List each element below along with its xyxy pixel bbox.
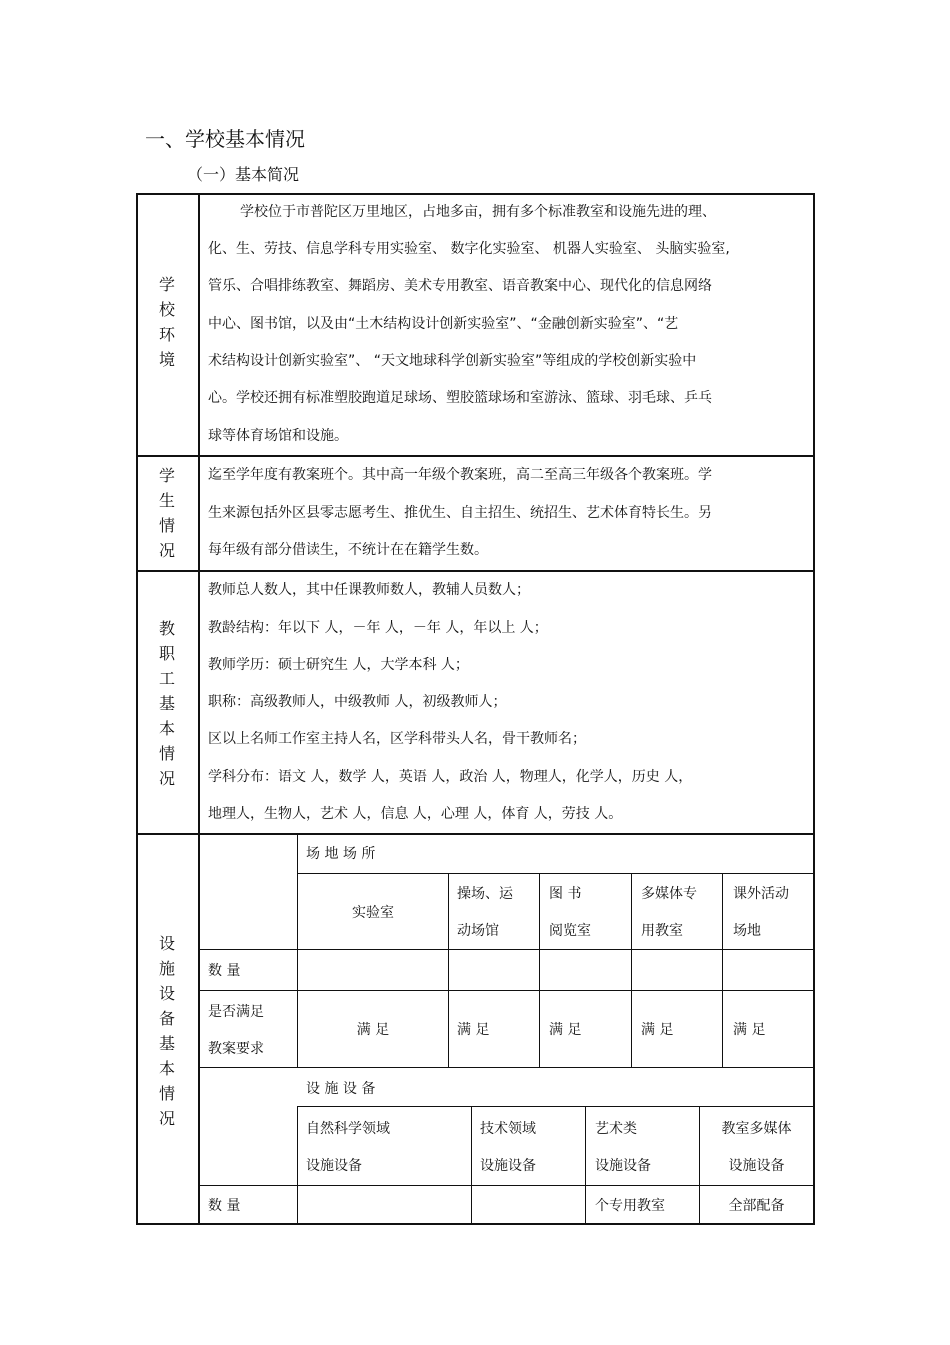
- satisfy-label: 是否满足: [208, 1004, 264, 1020]
- venue-title: 场 地 场 所: [306, 846, 376, 862]
- satisfy-label: 教案要求: [208, 1041, 264, 1057]
- equipment-science-2: 设施设备: [306, 1158, 362, 1174]
- environment-line: 球等体育场馆和设施。: [208, 428, 348, 444]
- venue-outdoor-1: 课外活动: [733, 886, 789, 902]
- satisfy-value: 满 足: [641, 1022, 674, 1038]
- staff-line: 教师总人数人，其中任课教师数人，教辅人员数人；: [208, 582, 530, 598]
- environment-line: 管乐、合唱排练教室、舞蹈房、美术专用教室、语音教案中心、现代化的信息网络: [208, 278, 712, 294]
- equipment-technology-2: 设施设备: [480, 1158, 536, 1174]
- staff-line: 区以上名师工作室主持人名，区学科带头人名，骨干教师名；: [208, 731, 586, 747]
- venue-library-1: 图 书: [549, 886, 582, 902]
- staff-line: 教师学历：硕士研究生 人，大学本科 人；: [208, 657, 469, 673]
- equipment-multimedia-2: 设施设备: [728, 1158, 785, 1174]
- satisfy-value: 满 足: [457, 1022, 490, 1038]
- students-line: 每年级有部分借读生，不统计在在籍学生数。: [208, 542, 488, 558]
- page-title: 一、学校基本情况: [145, 127, 305, 151]
- label-staff-situation: 教 职 工 基 本 情 况: [158, 619, 175, 788]
- venue-multimedia-1: 多媒体专: [641, 886, 697, 902]
- label-student-situation: 学 生 情 况: [158, 466, 175, 560]
- venue-multimedia-2: 用教室: [641, 923, 683, 939]
- equipment-quantity-label: 数 量: [208, 1198, 241, 1214]
- equipment-science-1: 自然科学领域: [306, 1121, 390, 1137]
- equipment-art-2: 设施设备: [595, 1158, 651, 1174]
- venue-sports-2: 动场馆: [457, 923, 499, 939]
- equipment-art-1: 艺术类: [595, 1121, 637, 1137]
- environment-line: 中心、图书馆，以及由“土木结构设计创新实验室”、“金融创新实验室”、“艺: [208, 316, 679, 332]
- venue-lab: 实验室: [352, 905, 394, 921]
- section-subtitle: （一）基本简况: [187, 165, 300, 184]
- staff-line: 教龄结构：年以下 人，－年 人，－年 人，年以上 人；: [208, 620, 548, 636]
- venue-outdoor-2: 场地: [733, 923, 761, 939]
- quantity-label: 数 量: [208, 963, 241, 979]
- environment-line: 心。学校还拥有标准塑胶跑道足球场、塑胶篮球场和室游泳、篮球、羽毛球、乒乓: [208, 390, 712, 406]
- label-facilities-situation: 设 施 设 备 基 本 情 况: [158, 934, 175, 1128]
- environment-line: 术结构设计创新实验室”、 “天文地球科学创新实验室”等组成的学校创新实验中: [208, 353, 697, 369]
- venue-library-2: 阅览室: [549, 923, 591, 939]
- label-school-environment: 学 校 环 境: [158, 275, 175, 369]
- staff-line: 地理人，生物人，艺术 人，信息 人，心理 人，体育 人，劳技 人。: [208, 806, 623, 822]
- equipment-quantity: 个专用教室: [595, 1198, 665, 1214]
- equipment-title: 设 施 设 备: [306, 1081, 376, 1097]
- students-line: 迄至学年度有教案班个。其中高一年级个教案班，高二至高三年级各个教案班。学: [208, 467, 712, 483]
- satisfy-value: 满 足: [733, 1022, 766, 1038]
- equipment-technology-1: 技术领域: [480, 1121, 536, 1137]
- staff-line: 学科分布：语文 人，数学 人，英语 人，政治 人，物理人，化学人，历史 人，: [208, 769, 693, 785]
- environment-line: 化、生、劳技、信息学科专用实验室、 数字化实验室、 机器人实验室、 头脑实验室,: [208, 241, 730, 257]
- equipment-quantity: 全部配备: [728, 1198, 785, 1214]
- venue-sports-1: 操场、运: [457, 886, 513, 902]
- equipment-multimedia-1: 教室多媒体: [721, 1121, 792, 1137]
- satisfy-value: 满 足: [356, 1022, 390, 1038]
- satisfy-value: 满 足: [549, 1022, 582, 1038]
- students-line: 生来源包括外区县零志愿考生、推优生、自主招生、统招生、艺术体育特长生。另: [208, 505, 712, 521]
- environment-line: 学校位于市普陀区万里地区，占地多亩，拥有多个标准教室和设施先进的理、: [240, 204, 716, 220]
- staff-line: 职称：高级教师人，中级教师 人，初级教师人；: [208, 694, 507, 710]
